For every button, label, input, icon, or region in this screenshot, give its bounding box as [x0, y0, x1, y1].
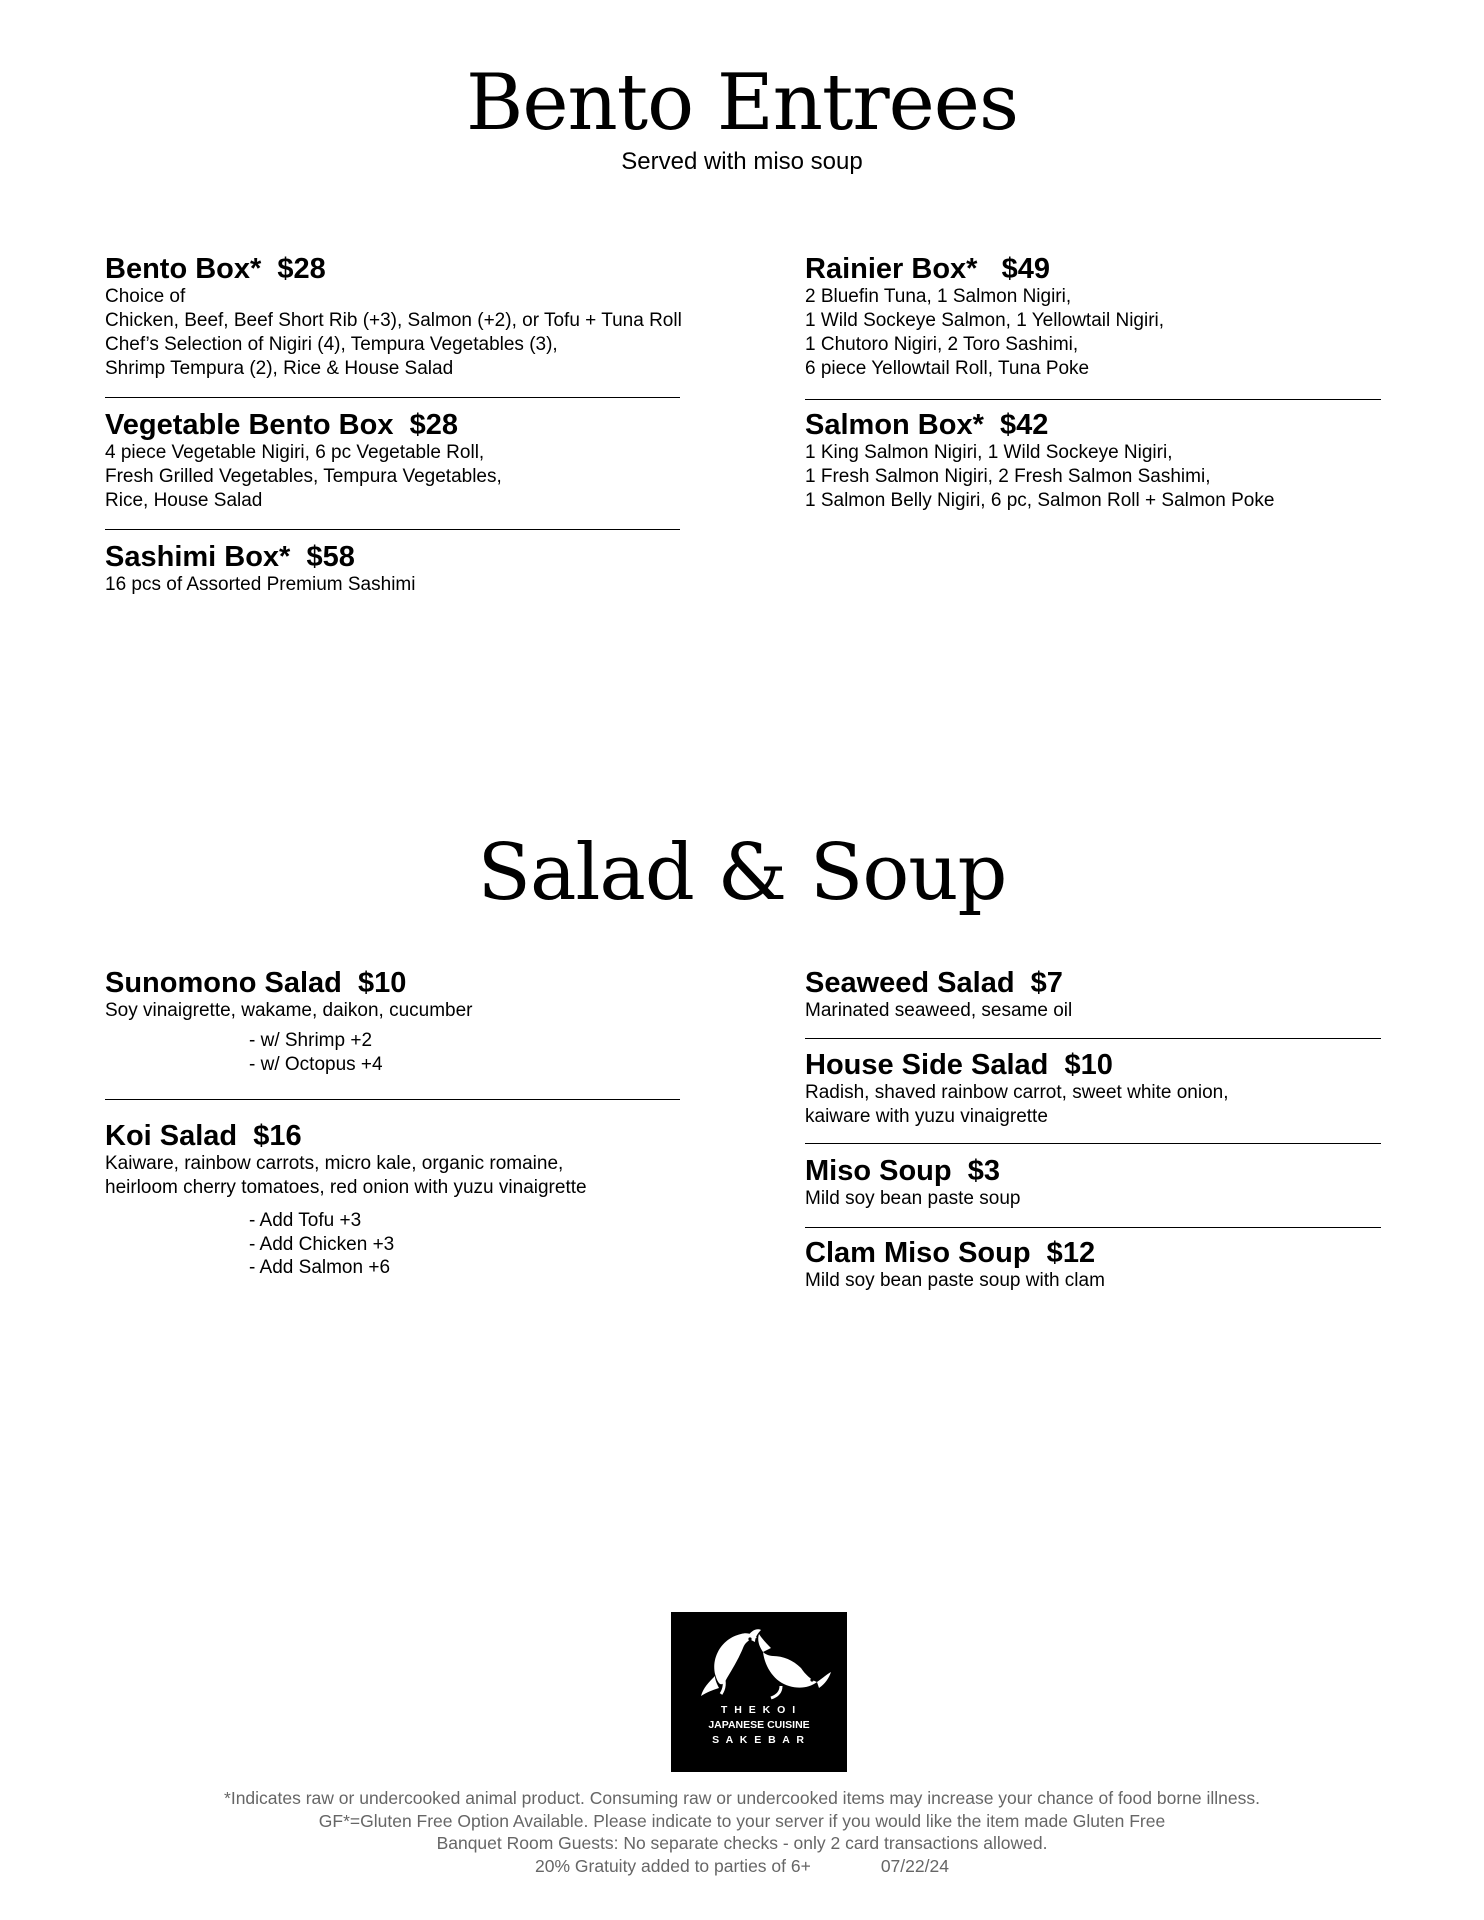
item-description: 1 King Salmon Nigiri, 1 Wild Sockeye Nigiri, 1 Fresh Salmon Nigiri, 2 Fresh Salmon Sashimi, 1 Salmon Belly Nigiri, 6 pc, Salmon Roll + Salmon Poke	[805, 442, 1275, 511]
divider	[805, 1143, 1381, 1144]
item-title: Koi Salad $16	[105, 1120, 302, 1152]
menu-item-koi-salad	[105, 1120, 685, 1280]
footer-gratuity-line	[0, 1855, 1484, 1878]
item-title: Bento Box* $28	[105, 253, 326, 285]
divider	[805, 1227, 1381, 1228]
logo-line-3: S A K E B A R	[712, 1734, 806, 1746]
bento-subtitle: Served with miso soup	[621, 148, 863, 175]
menu-item-seaweed-salad	[805, 967, 1385, 1023]
item-description: 4 piece Vegetable Nigiri, 6 pc Vegetable Roll, Fresh Grilled Vegetables, Tempura Vegetables, Rice, House Salad	[105, 442, 502, 511]
menu-item-salmon-box	[805, 409, 1385, 513]
menu-item-house-side-salad	[805, 1049, 1385, 1129]
item-description: Kaiware, rainbow carrots, micro kale, organic romaine, heirloom cherry tomatoes, red onion with yuzu vinaigrette	[105, 1153, 587, 1198]
menu-item-sashimi-box	[105, 541, 685, 597]
restaurant-logo	[671, 1612, 847, 1772]
logo-line-2: JAPANESE CUISINE	[708, 1719, 810, 1731]
item-description: Mild soy bean paste soup with clam	[805, 1270, 1105, 1291]
item-description: Mild soy bean paste soup	[805, 1188, 1021, 1209]
menu-item-bento-box	[105, 253, 685, 381]
menu-item-vegetable-bento-box	[105, 409, 685, 513]
divider	[105, 1099, 680, 1100]
item-description: Soy vinaigrette, wakame, daikon, cucumber	[105, 1000, 473, 1021]
salad-soup-section-title: Salad & Soup	[477, 828, 1007, 918]
footer-raw-warning: *Indicates raw or undercooked animal product. Consuming raw or undercooked items may increase your chance of food borne illness.	[224, 1788, 1260, 1808]
item-title: Sashimi Box* $58	[105, 541, 355, 573]
footer-notes	[0, 1787, 1484, 1877]
footer-gluten-free-note: GF*=Gluten Free Option Available. Please indicate to your server if you would like the item made Gluten Free	[318, 1810, 1166, 1831]
koi-fish-icon	[671, 1612, 847, 1772]
footer-gratuity-note: 20% Gratuity added to parties of 6+	[535, 1855, 811, 1876]
divider	[805, 399, 1381, 400]
item-description: 2 Bluefin Tuna, 1 Salmon Nigiri, 1 Wild Sockeye Salmon, 1 Yellowtail Nigiri, 1 Chutoro Nigiri, 2 Toro Sashimi, 6 piece Yellowtail Roll, Tuna Poke	[805, 286, 1165, 379]
item-title: Seaweed Salad $7	[805, 967, 1063, 999]
item-addons: - Add Tofu +3 - Add Chicken +3 - Add Salmon +6	[249, 1210, 395, 1278]
menu-item-miso-soup	[805, 1155, 1385, 1211]
item-title: House Side Salad $10	[805, 1049, 1113, 1081]
divider	[105, 397, 680, 398]
footer-date: 07/22/24	[880, 1855, 949, 1876]
item-title: Miso Soup $3	[805, 1155, 1000, 1187]
menu-item-rainier-box	[805, 253, 1385, 381]
item-description: 16 pcs of Assorted Premium Sashimi	[105, 574, 416, 595]
item-description: Radish, shaved rainbow carrot, sweet white onion, kaiware with yuzu vinaigrette	[805, 1082, 1229, 1127]
divider	[805, 1038, 1381, 1039]
menu-item-sunomono-salad	[105, 967, 685, 1076]
item-title: Clam Miso Soup $12	[805, 1237, 1096, 1269]
logo-line-1: T H E K O I	[720, 1704, 798, 1716]
item-addons: - w/ Shrimp +2 - w/ Octopus +4	[249, 1030, 383, 1075]
item-title: Vegetable Bento Box $28	[105, 409, 458, 441]
item-title: Salmon Box* $42	[805, 409, 1049, 441]
item-description: Marinated seaweed, sesame oil	[805, 1000, 1073, 1021]
menu-item-clam-miso-soup	[805, 1237, 1385, 1293]
bento-section-title: Bento Entrees	[466, 58, 1018, 148]
item-description: Choice of Chicken, Beef, Beef Short Rib (+3), Salmon (+2), or Tofu + Tuna Roll Chef’s Selection of Nigiri (4), Tempura Vegetables (3), Shrimp Tempura (2), Rice & House Salad	[105, 286, 682, 379]
item-title: Sunomono Salad $10	[105, 967, 407, 999]
item-title: Rainier Box* $49	[805, 253, 1050, 285]
divider	[105, 529, 680, 530]
footer-banquet-note: Banquet Room Guests: No separate checks - only 2 card transactions allowed.	[436, 1833, 1048, 1853]
